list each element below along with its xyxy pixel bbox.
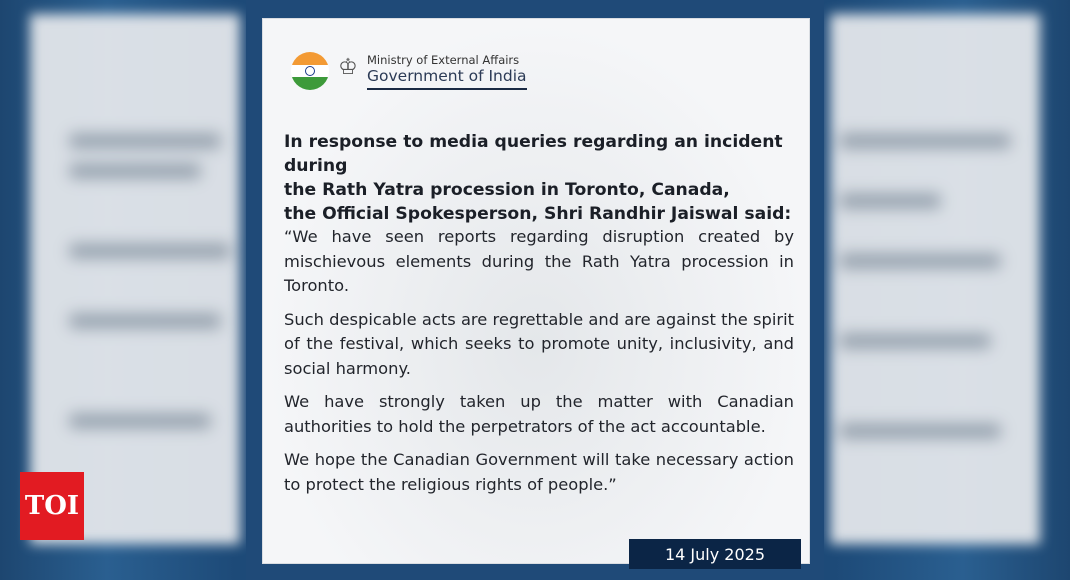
government-name: Government of India	[367, 67, 527, 90]
press-release-card	[262, 18, 810, 564]
india-flag-icon	[291, 52, 329, 90]
blurred-background-right	[830, 14, 1040, 544]
statement-body	[284, 225, 794, 506]
national-emblem-icon: ♔	[338, 55, 358, 80]
paragraph: We have strongly taken up the matter with Canadian authorities to hold the perpetrators of the act accountable.	[284, 392, 794, 436]
paragraph: Such despicable acts are regrettable and are against the spirit of the festival, which seeks to promote unity, inclusivity, and social harmony.	[284, 309, 794, 378]
ministry-name: Ministry of External Affairs	[367, 52, 520, 67]
date-badge: 14 July 2025	[629, 539, 801, 569]
intro-line: the Official Spokesperson, Shri Randhir Jaiswal said:	[284, 204, 792, 224]
blurred-background-left	[30, 14, 240, 544]
paragraph: “We have seen reports regarding disruption created by mischievous elements during the Rath Yatra procession in Toronto.	[284, 227, 794, 295]
mea-logo	[291, 51, 527, 91]
toi-logo: TOI	[20, 472, 84, 540]
intro-line: the Rath Yatra procession in Toronto, Canada,	[284, 180, 730, 200]
intro-line: In response to media queries regarding an incident during	[284, 132, 783, 176]
paragraph: We hope the Canadian Government will take necessary action to protect the religious rights of people.”	[284, 450, 794, 494]
intro-heading	[284, 130, 804, 226]
